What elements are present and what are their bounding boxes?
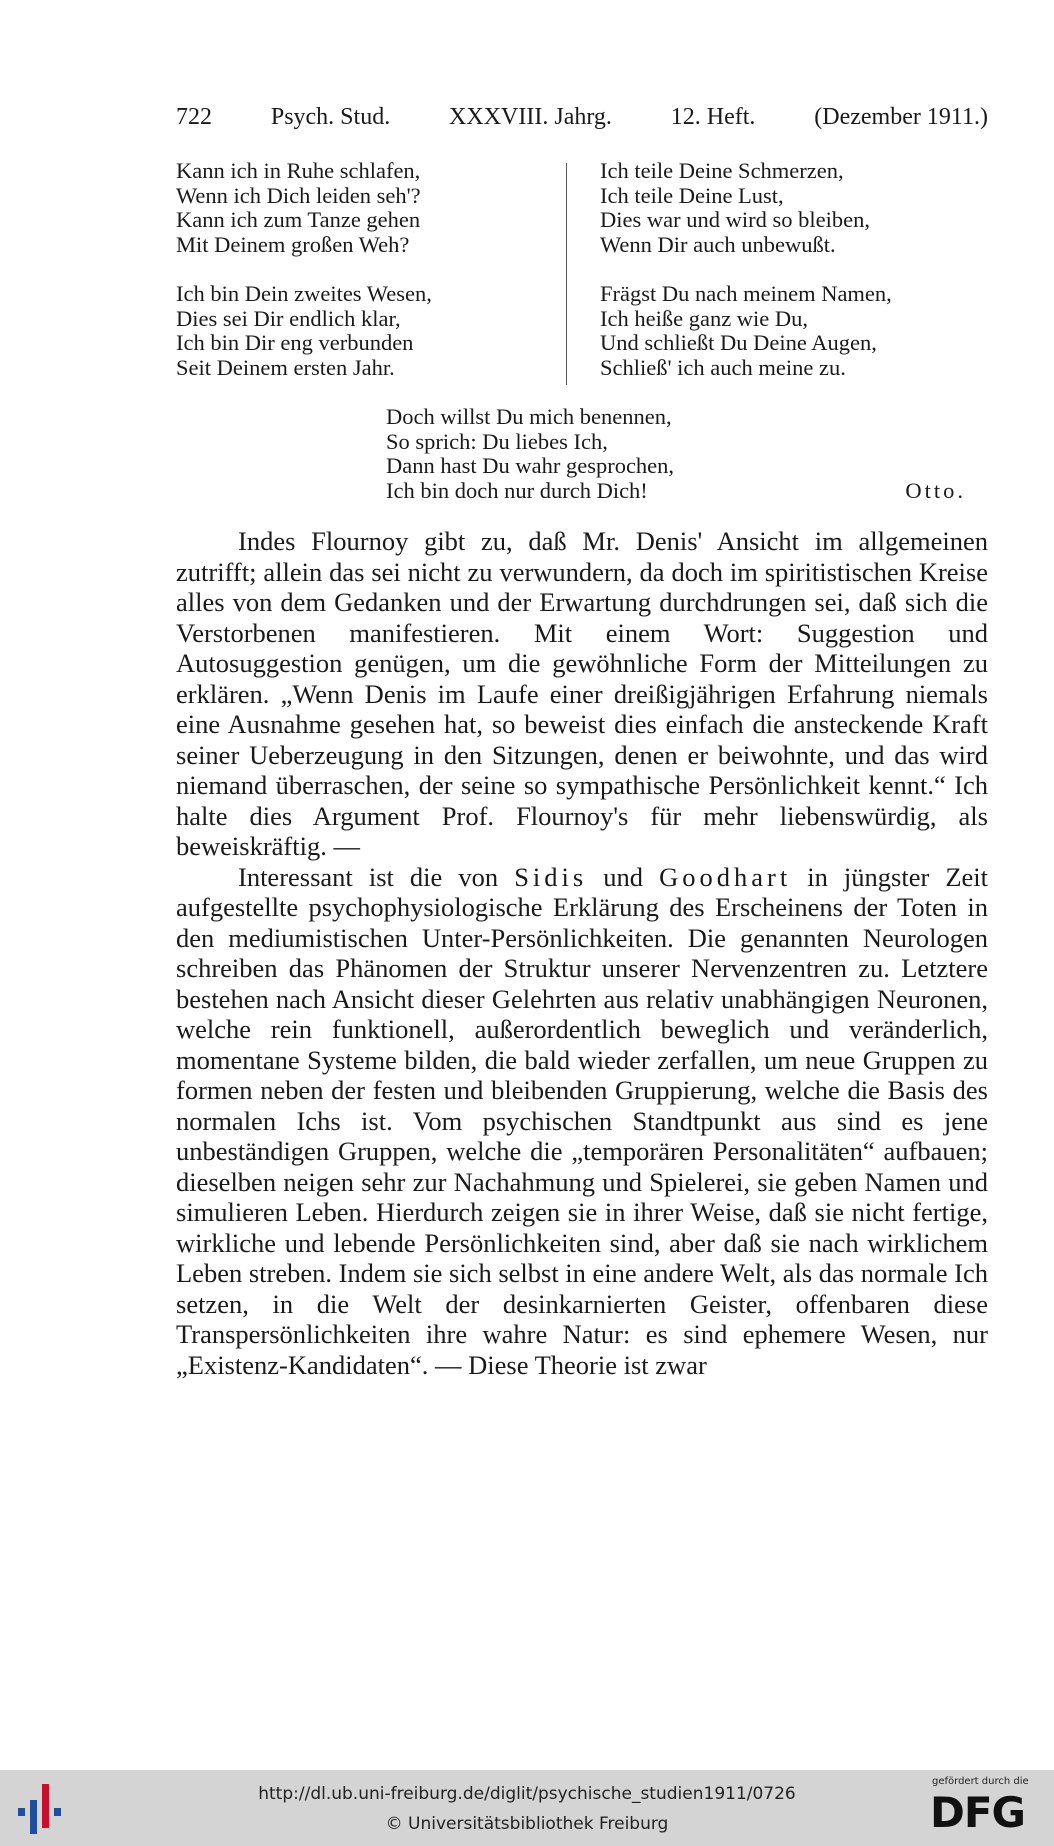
poem-line: Kann ich zum Tanze gehen: [176, 207, 421, 232]
author-name: Goodhart: [659, 861, 792, 892]
poem-line: So sprich: Du liebes Ich,: [386, 428, 608, 454]
paragraph-text: in jüngster Zeit aufgestellte psychophysiologische Erklärung des Erscheinens der Toten in den mediumistischen Unter-Persönlichkeiten. Die genannten Neurologen schreiben das Phänomen der Struktur unserer Nervenzentren zu. Letztere bestehen nach Ansicht dieser Gelehrten aus relativ unabhängigen Neuronen, welche rein funktionell, außerordentlich beweglich und veränderlich, momentane Systeme bilden, die bald wieder zerfallen, um neue Gruppen zu formen neben der festen und bleibenden Gruppierung, welche die Basis des normalen Ichs ist. Vom psychischen Standtpunkt aus sind es jene unbeständigen Gruppen, welche die „temporären Personalitäten“ aufbauen; dieselben neigen sehr zur Nachahmung und Spielerei, sie geben Namen und simulieren Leben. Hierdurch zeigen sie in ihrer Weise, daß sie nicht fertige, wirkliche und lebende Persönlichkeiten sind, aber daß sie nach wirklichem Leben streben. Indem sie sich selbst in eine andere Welt, als das normale Ich setzen, in die Welt der desinkarnierten Geister, offenbaren diese Transpersönlichkeiten ihre wahre Natur: es sind ephemere Wesen, nur „Existenz-Kandidaten“. — Diese Theorie ist zwar: [176, 861, 989, 1380]
journal-title: Psych. Stud.: [270, 104, 391, 130]
volume: XXXVIII. Jahrg.: [449, 104, 612, 130]
poem-stanza: [176, 282, 432, 380]
poem-stanza: [600, 282, 892, 380]
paragraph-text: Interessant ist die von: [238, 861, 499, 892]
poem-stanza: [600, 159, 892, 257]
paragraph-text: und: [603, 861, 644, 892]
poem-line: Dies war und wird so bleiben,: [600, 207, 870, 232]
dfg-logo: [930, 1776, 1046, 1842]
issue-date: (Dezember 1911.): [814, 104, 988, 130]
footer-bar: [0, 1770, 1054, 1846]
poem-line: Kann ich in Ruhe schlafen,: [176, 158, 421, 183]
poem-final-stanza: [386, 405, 966, 503]
paragraph: Indes Flournoy gibt zu, daß Mr. Denis' Ansicht im allgemeinen zutrifft; allein das sei nicht zu verwundern, da doch im spiritistischen Kreise alles von dem Gedanken und der Erwartung durchdrungen sei, daß sich die Verstorbenen manifestieren. Mit einem Wort: Suggestion und Autosuggestion genügen, um die gewöhnliche Form der Mitteilungen zu erklären. „Wenn Denis im Laufe einer dreißigjährigen Erfahrung niemals eine Ausnahme gesehen hat, so beweist dies einfach die ansteckende Kraft seiner Ueberzeugung in den Sitzungen, denen er beiwohnte, und das wird niemand überraschen, der seine so sympathische Persönlichkeit kennt.“ Ich halte dies Argument Prof. Flournoy's für mehr liebenswürdig, als beweiskräftig. —: [176, 526, 988, 861]
poem-line: Frägst Du nach meinem Namen,: [600, 281, 892, 306]
column-divider: [566, 163, 567, 385]
poem-line: Wenn Dir auch unbewußt.: [600, 231, 836, 257]
poem-stanza: [176, 159, 432, 257]
page-number: 722: [176, 104, 212, 130]
poem-line: Seit Deinem ersten Jahr.: [176, 354, 395, 380]
paragraph: [176, 862, 988, 1381]
source-url-link[interactable]: http://dl.ub.uni-freiburg.de/diglit/psychische_studien1911/0726: [258, 1784, 796, 1804]
poem-line: Doch willst Du mich benennen,: [386, 404, 672, 429]
poem-line: Ich teile Deine Schmerzen,: [600, 158, 844, 183]
dfg-caption: gefördert durch die: [932, 1776, 1029, 1787]
poem-line: Ich bin Dein zweites Wesen,: [176, 281, 432, 306]
issue: 12. Heft.: [670, 104, 756, 130]
poem-signature: Otto.: [905, 477, 966, 503]
body-text: [176, 526, 988, 1380]
poem-line: Ich bin doch nur durch Dich!: [386, 477, 648, 503]
poem-right-column: [600, 159, 892, 405]
poem-left-column: [176, 159, 432, 405]
poem-line: Mit Deinem großen Weh?: [176, 231, 410, 257]
dfg-wordmark: DFG: [930, 1788, 1026, 1837]
poem-line: Und schließt Du Deine Augen,: [600, 330, 877, 355]
poem-line: Dann hast Du wahr gesprochen,: [386, 453, 675, 478]
poem-line: Schließ' ich auch meine zu.: [600, 354, 846, 380]
author-name: Sidis: [514, 861, 588, 892]
poem-line: Ich teile Deine Lust,: [600, 182, 784, 208]
poem-line: Ich bin Dir eng verbunden: [176, 330, 414, 355]
running-header: [176, 104, 988, 131]
poem-line: Wenn ich Dich leiden seh'?: [176, 182, 421, 208]
poem-line: Ich heiße ganz wie Du,: [600, 305, 809, 331]
poem-line: Dies sei Dir endlich klar,: [176, 305, 401, 331]
copyright-notice: © Universitätsbibliothek Freiburg: [385, 1814, 669, 1834]
